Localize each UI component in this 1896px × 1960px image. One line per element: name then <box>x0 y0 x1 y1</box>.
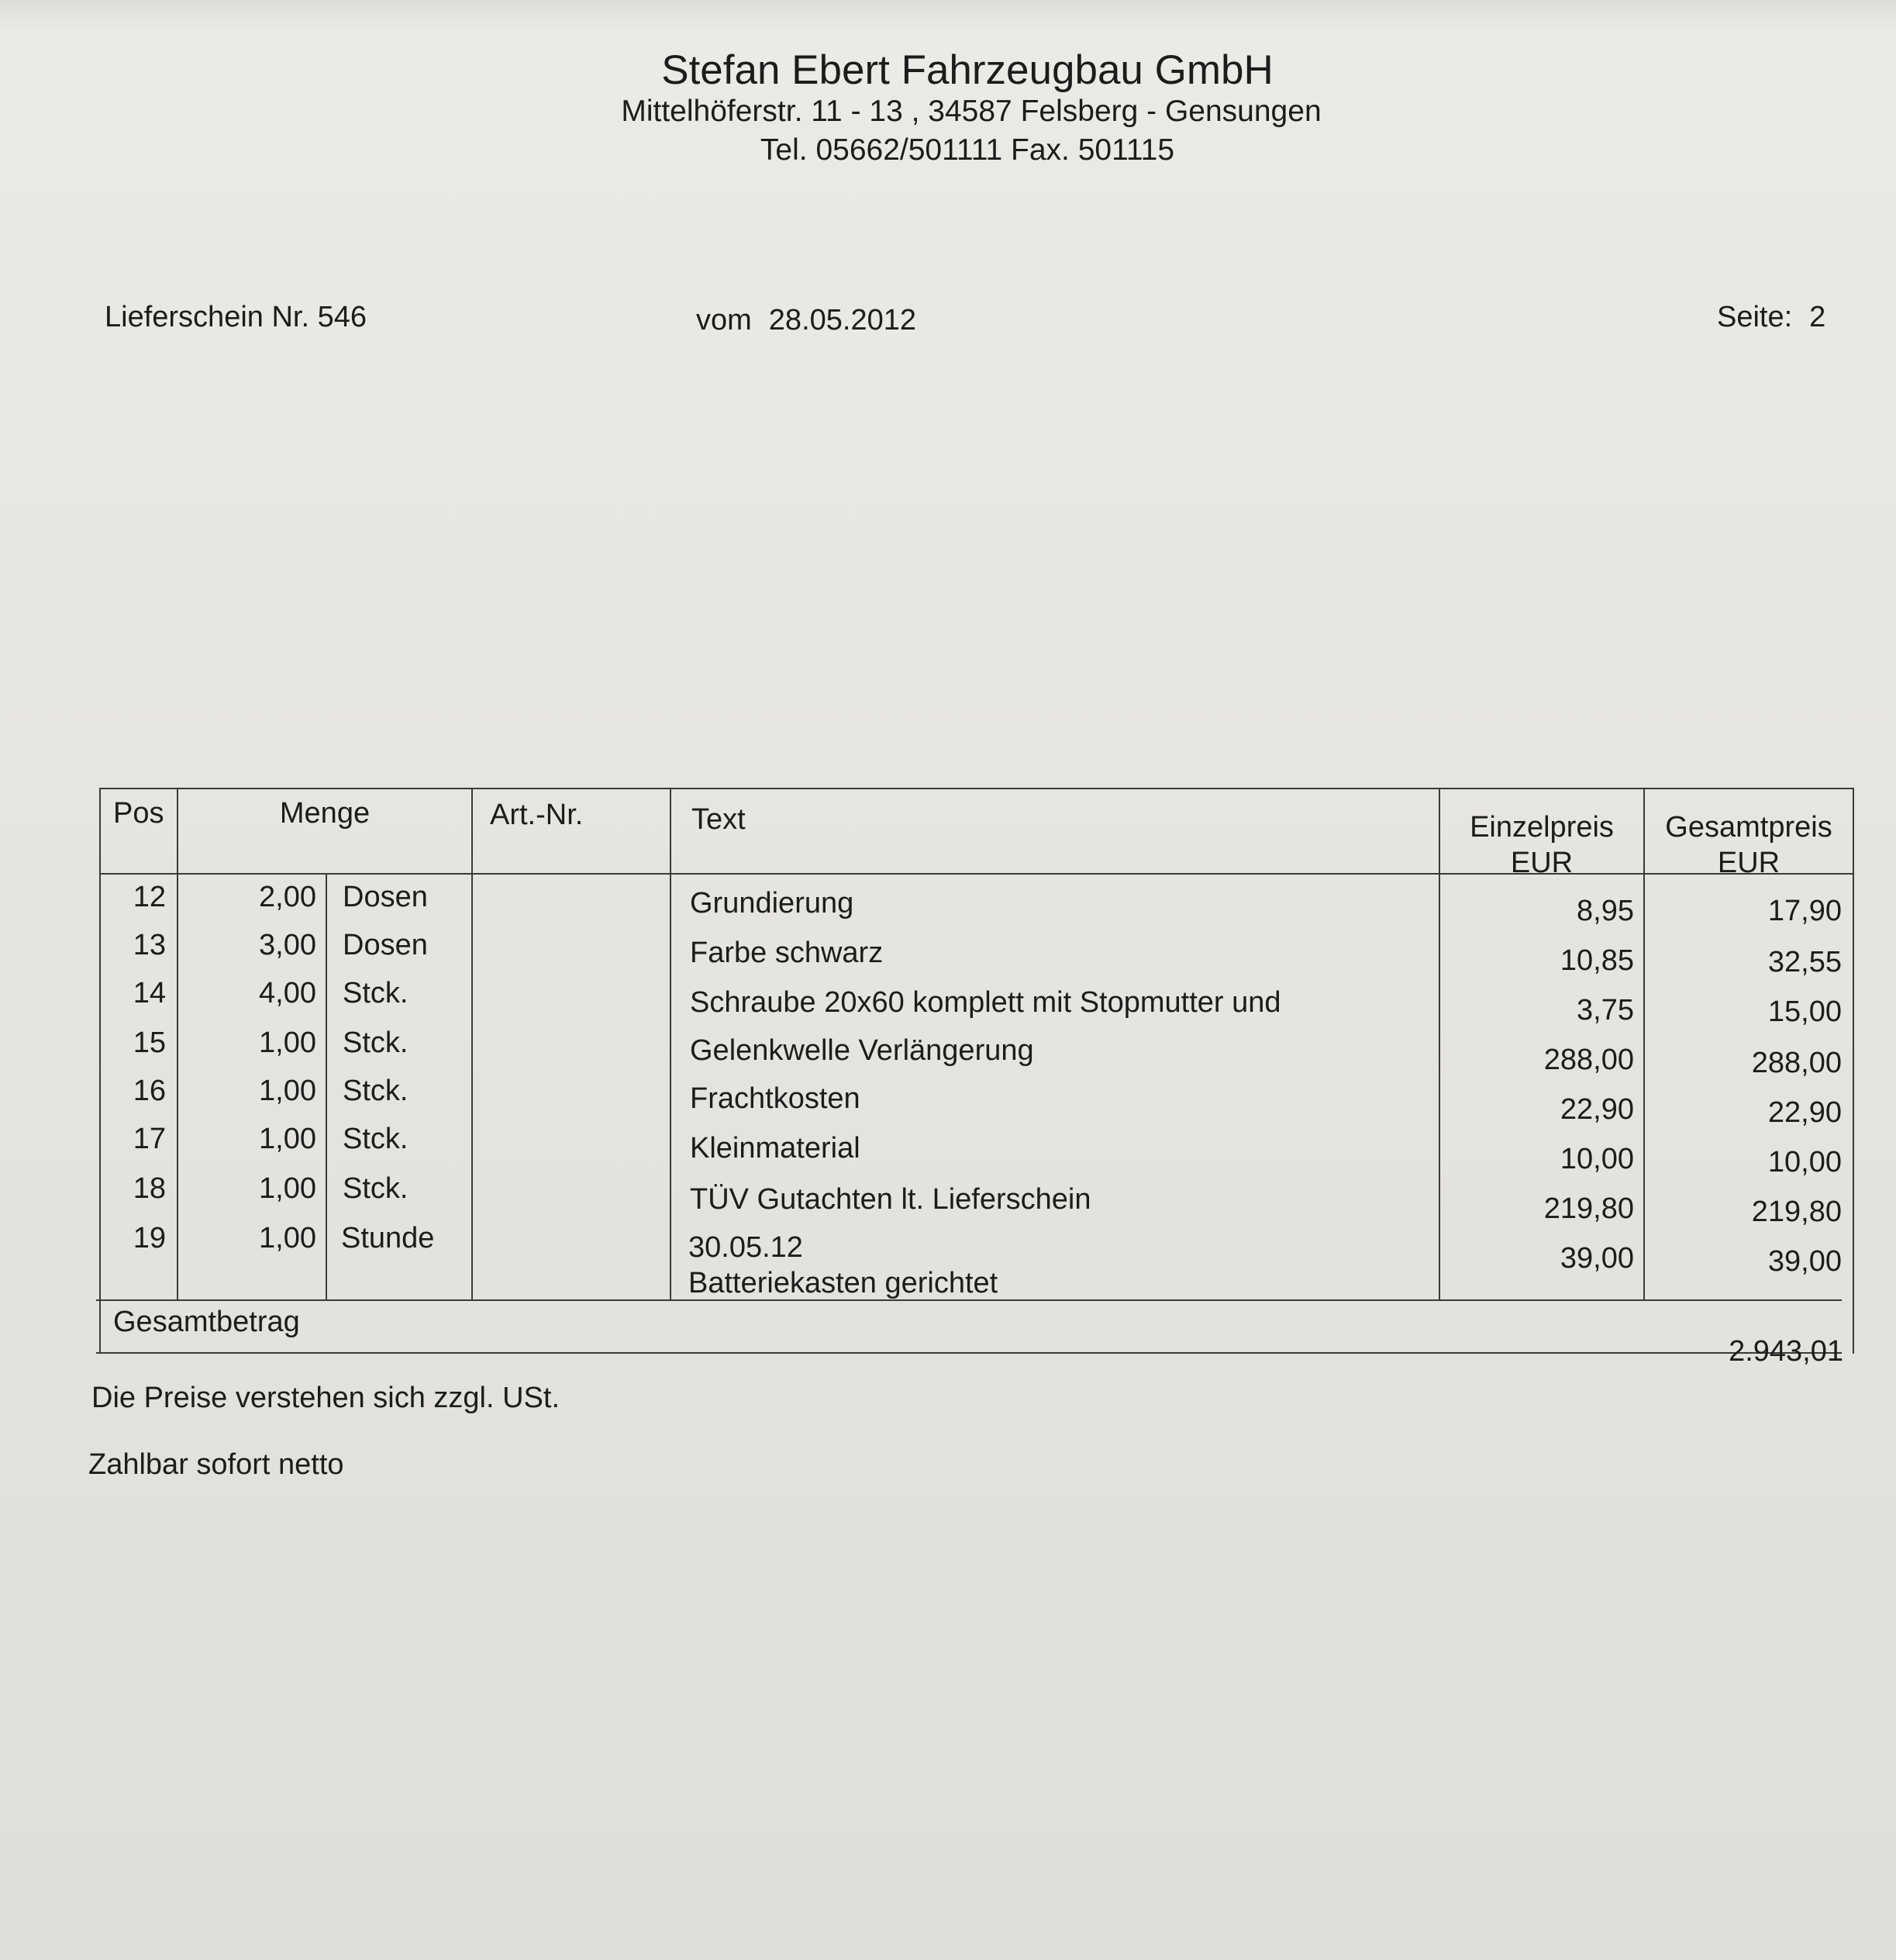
row-total: 32,55 <box>1767 946 1842 978</box>
row-total: 15,00 <box>1767 996 1842 1028</box>
lieferschein-number: Lieferschein Nr. 546 <box>105 301 367 333</box>
row-unit: Stck. <box>343 977 409 1009</box>
row-total: 219,80 <box>1751 1196 1842 1228</box>
row-total: 39,00 <box>1767 1245 1842 1278</box>
row-qty: 1,00 <box>259 1172 316 1205</box>
row-pos: 19 <box>133 1222 166 1254</box>
row-total: 288,00 <box>1751 1047 1842 1079</box>
payment-terms: Zahlbar sofort netto <box>88 1448 344 1481</box>
row-qty: 1,00 <box>259 1075 316 1107</box>
page-shadow <box>0 0 1896 31</box>
row-unit: Dosen <box>343 929 428 961</box>
company-name: Stefan Ebert Fahrzeugbau GmbH <box>661 47 1274 93</box>
col-divider-artnr <box>670 788 671 1301</box>
row-unit: Stck. <box>343 1123 409 1155</box>
header-menge: Menge <box>279 797 371 830</box>
row-unit: Stck. <box>343 1075 409 1107</box>
row-unit-price: 8,95 <box>1577 895 1634 927</box>
date-value: 28.05.2012 <box>768 304 916 336</box>
header-einzelpreis-line2: EUR <box>1510 847 1574 879</box>
row-text-line2: Batteriekasten gerichtet <box>688 1267 998 1299</box>
row-pos: 18 <box>133 1172 166 1205</box>
row-pos: 16 <box>133 1075 166 1107</box>
header-einzelpreis-line1: Einzelpreis <box>1470 811 1614 844</box>
row-unit: Dosen <box>343 881 428 913</box>
table-border-right <box>1853 788 1854 1354</box>
row-text: Kleinmaterial <box>690 1132 860 1165</box>
header-gesamtpreis-line2: EUR <box>1717 847 1781 879</box>
seite-label: Seite: <box>1717 301 1793 333</box>
row-unit-price: 22,90 <box>1560 1093 1634 1126</box>
row-text: Farbe schwarz <box>690 937 884 969</box>
seite-number: 2 <box>1809 301 1826 333</box>
row-unit-price: 219,80 <box>1543 1192 1634 1225</box>
row-unit-price: 10,85 <box>1560 944 1634 977</box>
row-text: Schraube 20x60 komplett mit Stopmutter und <box>690 986 1281 1019</box>
row-total: 10,00 <box>1767 1146 1842 1178</box>
row-pos: 13 <box>133 929 166 961</box>
header-gesamtpreis-line1: Gesamtpreis <box>1665 811 1832 844</box>
row-qty: 1,00 <box>259 1123 316 1155</box>
row-qty: 2,00 <box>259 881 316 913</box>
col-divider-pos <box>177 788 178 1301</box>
total-label: Gesamtbetrag <box>113 1306 300 1338</box>
row-unit: Stck. <box>343 1172 409 1205</box>
header-art-nr: Art.-Nr. <box>490 799 584 831</box>
line-items-table <box>96 788 1854 1368</box>
total-value: 2.943,01 <box>1729 1335 1843 1368</box>
document-date <box>696 304 916 337</box>
page-number <box>1717 301 1825 334</box>
vom-label: vom <box>696 304 752 336</box>
table-border-top <box>99 788 1854 789</box>
row-qty: 1,00 <box>259 1222 316 1254</box>
row-qty: 1,00 <box>259 1027 316 1059</box>
table-border-bottom <box>96 1352 1842 1354</box>
row-text: Frachtkosten <box>690 1082 860 1115</box>
header-gesamtpreis <box>1645 809 1853 881</box>
row-unit: Stunde <box>341 1222 435 1254</box>
col-divider-unit <box>326 873 327 1301</box>
row-total: 17,90 <box>1767 895 1842 927</box>
row-unit-price: 39,00 <box>1560 1242 1634 1275</box>
row-pos: 17 <box>133 1123 166 1155</box>
tax-note: Die Preise verstehen sich zzgl. USt. <box>91 1382 560 1414</box>
row-pos: 12 <box>133 881 166 913</box>
col-divider-menge <box>471 788 473 1301</box>
company-address: Mittelhöferstr. 11 - 13 , 34587 Felsberg - Gensungen <box>621 95 1322 128</box>
row-qty: 3,00 <box>259 929 316 961</box>
row-unit-price: 288,00 <box>1543 1044 1634 1076</box>
row-qty: 4,00 <box>259 977 316 1009</box>
row-text: Gelenkwelle Verlängerung <box>690 1034 1034 1067</box>
header-text: Text <box>691 803 746 836</box>
header-pos: Pos <box>113 797 164 830</box>
table-border-left <box>99 788 101 1354</box>
row-unit-price: 10,00 <box>1560 1143 1634 1175</box>
row-total: 22,90 <box>1767 1096 1842 1129</box>
row-text: TÜV Gutachten lt. Lieferschein <box>690 1183 1091 1216</box>
row-text: 30.05.12 <box>688 1231 803 1264</box>
row-text: Grundierung <box>690 887 854 920</box>
row-pos: 14 <box>133 977 166 1009</box>
company-contact: Tel. 05662/501111 Fax. 501115 <box>760 133 1175 167</box>
row-unit-price: 3,75 <box>1577 994 1634 1027</box>
header-einzelpreis <box>1440 809 1643 881</box>
row-pos: 15 <box>133 1027 166 1059</box>
row-unit: Stck. <box>343 1027 409 1059</box>
